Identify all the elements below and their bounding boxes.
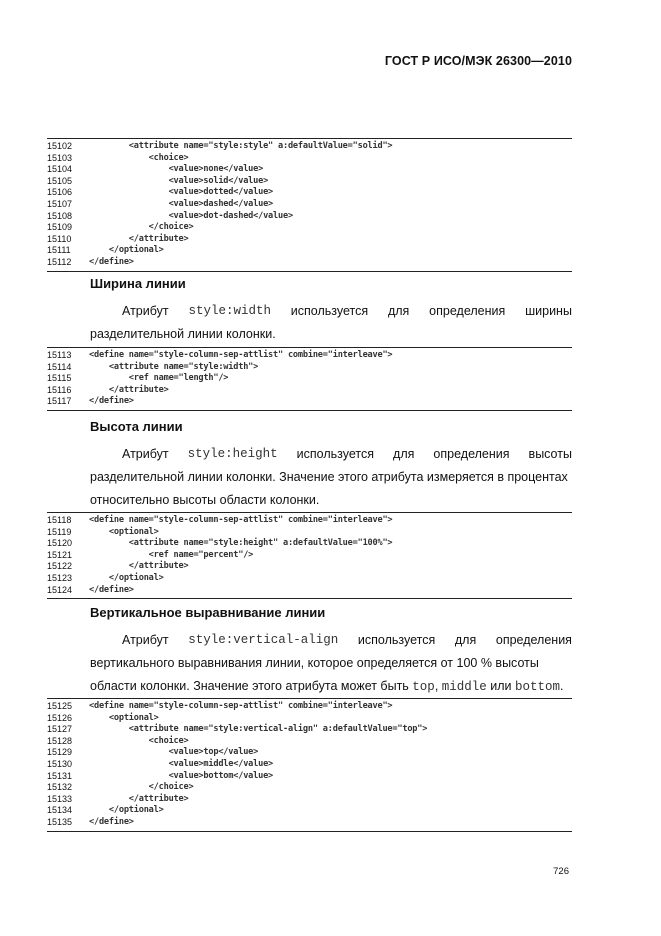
code-text: <ref name="percent"/> (89, 549, 254, 560)
line-number: 15117 (47, 396, 72, 407)
code-text: <define name="style-column-sep-attlist" combine="interleave"> (89, 701, 393, 711)
code-line (47, 141, 572, 153)
word: ширины (525, 304, 572, 318)
code-text: <choice> (89, 152, 189, 163)
text: или (486, 679, 515, 693)
line-number: 15111 (47, 245, 71, 256)
code-line (47, 561, 572, 573)
word: Атрибут (122, 633, 169, 647)
text: , (434, 679, 442, 693)
code-text: </choice> (89, 782, 194, 793)
code-text: <value>top</value> (89, 747, 259, 758)
word: высоты (528, 447, 572, 461)
code-text: <define name="style-column-sep-attlist" combine="interleave"> (89, 515, 393, 525)
paragraph-row (90, 489, 572, 512)
document-header: ГОСТ Р ИСО/МЭК 26300—2010 (384, 54, 572, 68)
section-heading-vertical-align: Вертикальное выравнивание линии (90, 605, 326, 620)
code-text: <value>middle</value> (89, 758, 274, 769)
text: вертикального выравнивания линии, которое определяется от 100 % высоты (90, 656, 539, 670)
code-line (47, 701, 572, 713)
code-text: </define> (89, 816, 134, 827)
paragraph-row (90, 300, 572, 323)
line-number: 15114 (47, 361, 72, 372)
code-line (47, 736, 572, 748)
paragraph-vertical-align (90, 629, 572, 699)
line-number: 15131 (47, 770, 73, 781)
word: определения (495, 633, 572, 647)
paragraph-row (90, 466, 572, 489)
line-number: 15102 (47, 141, 73, 151)
text: разделительной линии колонки. Значение этого атрибута измеряется в процентах (90, 470, 568, 484)
line-number: 15115 (47, 373, 72, 384)
code-line (47, 759, 572, 771)
code-line (47, 538, 572, 550)
text: . (560, 679, 564, 693)
code-line (47, 724, 572, 736)
code-line (47, 350, 572, 362)
line-number: 15108 (47, 210, 73, 221)
line-number: 15113 (47, 350, 72, 360)
code-text: </optional> (89, 572, 164, 583)
value-bottom: bottom (515, 680, 561, 694)
code-line (47, 550, 572, 562)
paragraph-row (90, 443, 572, 466)
code-line (47, 527, 572, 539)
code-text: <attribute name="style:style" a:defaultValue="solid"> (89, 141, 393, 151)
code-line (47, 153, 572, 165)
code-text: </optional> (89, 245, 164, 256)
code-text: <attribute name="style:height" a:defaultValue="100%"> (89, 538, 393, 549)
code-block-4 (47, 698, 572, 832)
code-text: <value>dotted</value> (89, 187, 274, 198)
code-text: </attribute> (89, 561, 189, 572)
code-line (47, 245, 572, 257)
code-line (47, 199, 572, 211)
line-number: 15124 (47, 584, 73, 595)
code-text: </optional> (89, 805, 164, 816)
line-number: 15118 (47, 515, 72, 525)
text (90, 675, 564, 699)
paragraph-line-height (90, 443, 572, 512)
code-line (47, 234, 572, 246)
code-text: <attribute name="style:width"> (89, 361, 259, 372)
paragraph-row (90, 652, 572, 675)
text: области колонки. Значение этого атрибута может быть (90, 679, 413, 693)
value-top: top (412, 680, 435, 694)
code-text: <define name="style-column-sep-attlist" combine="interleave"> (89, 350, 393, 360)
code-line (47, 373, 572, 385)
code-line (47, 771, 572, 783)
code-block-1 (47, 138, 572, 272)
word: для (387, 304, 410, 318)
code-text: </define> (89, 256, 134, 267)
word: определения (429, 304, 506, 318)
code-line (47, 747, 572, 759)
line-number: 15127 (47, 724, 73, 735)
code-text: <optional> (89, 712, 159, 723)
code-block-2 (47, 347, 572, 411)
code-text: <attribute name="style:vertical-align" a:defaultValue="top"> (89, 724, 428, 735)
code-line (47, 515, 572, 527)
code-line (47, 794, 572, 806)
code-text: </define> (89, 396, 134, 407)
line-number: 15110 (47, 233, 72, 244)
line-number: 15132 (47, 782, 73, 793)
attribute-name: style:height (187, 447, 278, 461)
code-text: <value>dashed</value> (89, 198, 274, 209)
code-text: </define> (89, 584, 134, 595)
code-text: <optional> (89, 526, 159, 537)
line-number: 15119 (47, 526, 72, 537)
code-line (47, 713, 572, 725)
attribute-name: style:width (188, 304, 271, 318)
line-number: 15103 (47, 152, 73, 163)
code-line (47, 805, 572, 817)
code-line (47, 187, 572, 199)
text: относительно высоты области колонки. (90, 493, 320, 507)
code-text: <value>dot-dashed</value> (89, 210, 293, 221)
line-number: 15112 (47, 256, 72, 267)
word: используется (357, 633, 436, 647)
code-text: <value>solid</value> (89, 175, 269, 186)
section-heading-line-height: Высота линии (90, 419, 183, 434)
code-line (47, 257, 572, 269)
code-line (47, 385, 572, 397)
code-text: <value>bottom</value> (89, 770, 274, 781)
code-line (47, 396, 572, 408)
line-number: 15120 (47, 538, 73, 549)
word: используется (296, 447, 374, 461)
code-line (47, 362, 572, 374)
line-number: 15121 (47, 549, 73, 560)
line-number: 15134 (47, 805, 73, 816)
line-number: 15126 (47, 712, 73, 723)
line-number: 15106 (47, 187, 73, 198)
line-number: 15133 (47, 793, 73, 804)
line-number: 15128 (47, 735, 73, 746)
line-number: 15125 (47, 701, 73, 711)
code-text: </attribute> (89, 233, 189, 244)
code-line (47, 573, 572, 585)
word: определения (433, 447, 510, 461)
line-number: 15109 (47, 222, 73, 233)
word: для (454, 633, 477, 647)
code-text: </attribute> (89, 793, 189, 804)
page-number: 726 (553, 866, 569, 877)
line-number: 15116 (47, 384, 72, 395)
word: для (393, 447, 415, 461)
line-number: 15135 (47, 816, 73, 827)
code-text: </choice> (89, 222, 194, 233)
paragraph-row (90, 629, 572, 652)
code-block-3 (47, 512, 572, 599)
line-number: 15129 (47, 747, 73, 758)
line-number: 15122 (47, 561, 73, 572)
line-number: 15130 (47, 758, 73, 769)
code-line (47, 782, 572, 794)
code-line (47, 222, 572, 234)
code-line (47, 585, 572, 597)
attribute-name: style:vertical-align (188, 633, 339, 647)
line-number: 15123 (47, 572, 73, 583)
section-heading-line-width: Ширина линии (90, 276, 186, 291)
word: используется (290, 304, 369, 318)
text: разделительной линии колонки. (90, 327, 276, 341)
line-number: 15104 (47, 164, 73, 175)
code-line (47, 211, 572, 223)
line-number: 15105 (47, 175, 73, 186)
paragraph-row (90, 675, 572, 699)
code-line (47, 176, 572, 188)
code-line (47, 817, 572, 829)
code-line (47, 164, 572, 176)
word: Атрибут (122, 447, 169, 461)
line-number: 15107 (47, 198, 73, 209)
word: Атрибут (122, 304, 169, 318)
code-text: <ref name="length"/> (89, 373, 229, 384)
paragraph-row (90, 323, 572, 346)
code-text: <value>none</value> (89, 164, 264, 175)
code-text: </attribute> (89, 384, 169, 395)
value-middle: middle (441, 680, 487, 694)
code-text: <choice> (89, 735, 189, 746)
paragraph-line-width (90, 300, 572, 346)
